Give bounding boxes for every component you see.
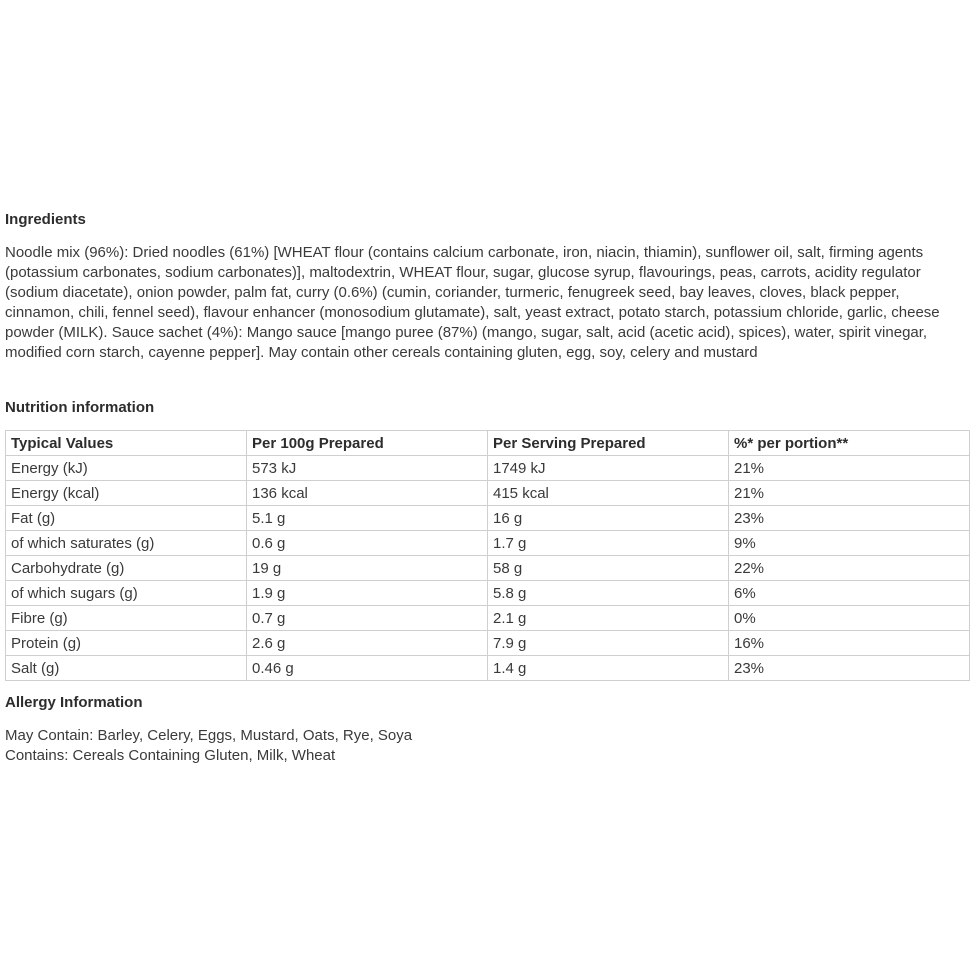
table-cell: 0.6 g <box>247 531 488 556</box>
table-cell: 2.1 g <box>488 606 729 631</box>
table-cell: Energy (kcal) <box>6 481 247 506</box>
table-row <box>6 581 970 606</box>
table-cell: 1.9 g <box>247 581 488 606</box>
column-header: Typical Values <box>6 431 247 456</box>
table-cell: 6% <box>729 581 970 606</box>
nutrition-table-body <box>6 456 970 681</box>
table-cell: 1749 kJ <box>488 456 729 481</box>
table-row <box>6 506 970 531</box>
table-cell: 16% <box>729 631 970 656</box>
table-cell: 5.8 g <box>488 581 729 606</box>
table-cell: 2.6 g <box>247 631 488 656</box>
table-cell: 23% <box>729 506 970 531</box>
nutrition-header-row <box>6 431 970 456</box>
table-row <box>6 606 970 631</box>
table-row <box>6 631 970 656</box>
nutrition-table <box>5 430 970 681</box>
column-header: Per 100g Prepared <box>247 431 488 456</box>
table-row <box>6 556 970 581</box>
table-row <box>6 456 970 481</box>
table-cell: Fat (g) <box>6 506 247 531</box>
column-header: %* per portion** <box>729 431 970 456</box>
table-cell: 21% <box>729 456 970 481</box>
table-cell: 1.4 g <box>488 656 729 681</box>
nutrition-heading: Nutrition information <box>5 399 155 416</box>
table-cell: 0.46 g <box>247 656 488 681</box>
ingredients-text: Noodle mix (96%): Dried noodles (61%) [WHEAT flour (contains calcium carbonate, iron, niacin, thiamin), sunflower oil, salt, firming agents (potassium carbonates, sodium carbonates)], maltodextrin, WHEAT flour, sugar, glucose syrup, flavourings, peas, carrots, acidity regulator (sodium diacetate), onion powder, palm fat, curry (0.6%) (cumin, coriander, turmeric, fenugreek seed, bay leaves, cloves, black pepper, cinnamon, chili, fennel seed), flavour enhancer (monosodium glutamate), salt, yeast extract, potato starch, potassium chloride, garlic, cheese powder (MILK). Sauce sachet (4%): Mango sauce [mango puree (87%) (mango, sugar, salt, acid (acetic acid), spices), water, spirit vinegar, modified corn starch, cayenne pepper]. May contain other cereals containing gluten, egg, soy, celery and mustard <box>5 244 940 361</box>
table-cell: Carbohydrate (g) <box>6 556 247 581</box>
table-cell: 0.7 g <box>247 606 488 631</box>
table-row <box>6 656 970 681</box>
table-cell: of which sugars (g) <box>6 581 247 606</box>
allergy-contains: Contains: Cereals Containing Gluten, Milk, Wheat <box>5 747 336 764</box>
allergy-heading: Allergy Information <box>5 694 143 711</box>
table-cell: Energy (kJ) <box>6 456 247 481</box>
table-cell: 21% <box>729 481 970 506</box>
table-cell: 16 g <box>488 506 729 531</box>
table-cell: Protein (g) <box>6 631 247 656</box>
table-cell: 9% <box>729 531 970 556</box>
table-cell: 415 kcal <box>488 481 729 506</box>
allergy-may-contain: May Contain: Barley, Celery, Eggs, Mustard, Oats, Rye, Soya <box>5 727 413 744</box>
table-cell: 1.7 g <box>488 531 729 556</box>
table-cell: 136 kcal <box>247 481 488 506</box>
table-cell: Salt (g) <box>6 656 247 681</box>
ingredients-heading: Ingredients <box>5 211 86 228</box>
table-cell: 58 g <box>488 556 729 581</box>
table-cell: 5.1 g <box>247 506 488 531</box>
table-cell: 19 g <box>247 556 488 581</box>
table-cell: 23% <box>729 656 970 681</box>
table-row <box>6 481 970 506</box>
table-row <box>6 531 970 556</box>
table-cell: of which saturates (g) <box>6 531 247 556</box>
table-cell: 7.9 g <box>488 631 729 656</box>
table-cell: Fibre (g) <box>6 606 247 631</box>
column-header: Per Serving Prepared <box>488 431 729 456</box>
table-cell: 22% <box>729 556 970 581</box>
table-cell: 573 kJ <box>247 456 488 481</box>
table-cell: 0% <box>729 606 970 631</box>
